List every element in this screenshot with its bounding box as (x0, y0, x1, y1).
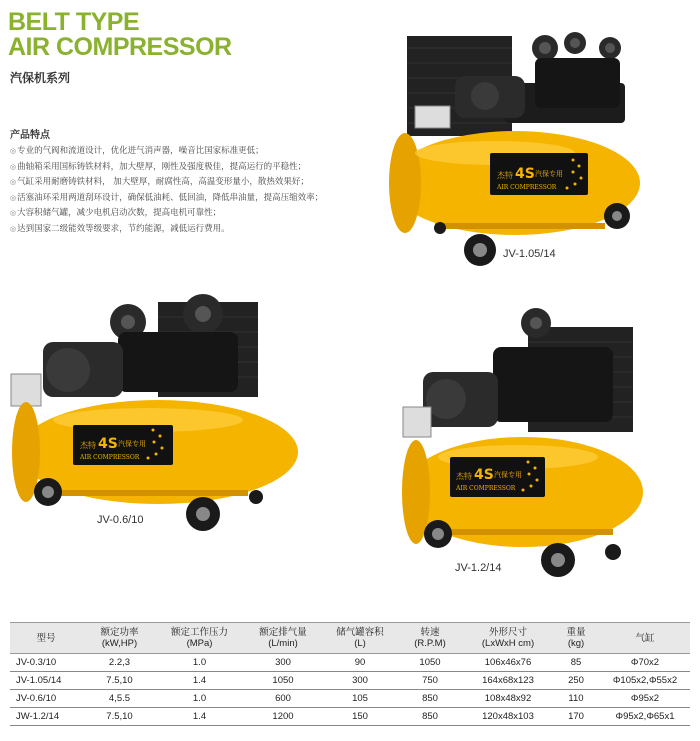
cell-model: JV-1.05/14 (10, 672, 82, 690)
col-header-power: 额定功率 (kW,HP) (82, 623, 157, 654)
badge-brand-text: 杰特 (456, 472, 472, 481)
col-header-tank-volume: 储气罐容积 (L) (324, 623, 396, 654)
compressor-photo-jv-0.6-10 (8, 292, 298, 542)
badge-label-text: 汽保专用 (535, 170, 563, 178)
feature-item: ◎ 大容积储气罐，减少电机启动次数，提高电机可靠性； (10, 206, 360, 222)
badge-label-text: 汽保专用 (494, 471, 522, 479)
cell-weight: 250 (552, 672, 600, 690)
cell-power: 7.5,10 (82, 672, 157, 690)
col-header-displacement: 额定排气量 (L/min) (242, 623, 324, 654)
model-label-jv-1.2-14: JV-1.2/14 (455, 562, 502, 574)
table-row (10, 654, 690, 672)
cell-pressure: 1.0 (157, 690, 242, 708)
cell-pressure: 1.4 (157, 708, 242, 726)
features-heading: 产品特点 (10, 130, 50, 141)
badge-label-text: 汽保专用 (118, 440, 146, 448)
compressor-photo-jv-1.2-14 (398, 307, 653, 587)
cell-weight: 170 (552, 708, 600, 726)
badge-sub-text: AIR COMPRESSOR (456, 485, 516, 492)
cell-cylinder: Φ105x2,Φ55x2 (600, 672, 690, 690)
table-header-row (10, 623, 690, 654)
cell-model: JW-1.2/14 (10, 708, 82, 726)
table-row (10, 708, 690, 726)
table-row (10, 672, 690, 690)
features-list (10, 144, 360, 238)
col-header-weight: 重量 (kg) (552, 623, 600, 654)
badge-4s-text: 4S (515, 166, 535, 182)
cell-weight: 85 (552, 654, 600, 672)
feature-item: ◎ 达到国家二级能效等级要求，节约能源，减低运行费用。 (10, 222, 360, 238)
cell-speed: 850 (396, 690, 464, 708)
cell-speed: 1050 (396, 654, 464, 672)
badge-sub-text: AIR COMPRESSOR (497, 184, 557, 191)
feature-item: ◎ 专业的气阀和流道设计，优化进气消声器，噪音比国家标准更低； (10, 144, 360, 160)
cell-weight: 110 (552, 690, 600, 708)
col-header-model: 型号 (10, 623, 82, 654)
cell-speed: 850 (396, 708, 464, 726)
cell-dimensions: 106x46x76 (464, 654, 552, 672)
cell-displacement: 1050 (242, 672, 324, 690)
cell-dimensions: 164x68x123 (464, 672, 552, 690)
badge-brand-text: 杰特 (497, 171, 513, 180)
specification-table (10, 622, 690, 726)
badge-brand-text: 杰特 (80, 441, 96, 450)
series-subtitle: 汽保机系列 (10, 71, 71, 85)
feature-item: ◎ 气缸采用耐磨铸铁材料， 加大壁厚，耐腐性高，高温变形量小，散热效果好； (10, 175, 360, 191)
cell-tank-volume: 105 (324, 690, 396, 708)
cell-displacement: 600 (242, 690, 324, 708)
cell-displacement: 1200 (242, 708, 324, 726)
badge-4s-text: 4S (474, 467, 494, 483)
cell-power: 7.5,10 (82, 708, 157, 726)
cell-tank-volume: 150 (324, 708, 396, 726)
title-line-1: BELT TYPE (8, 8, 140, 36)
col-header-dimensions: 外形尺寸 (LxWxH cm) (464, 623, 552, 654)
compressor-photo-jv-1.05-14 (385, 28, 650, 278)
cell-model: JV-0.6/10 (10, 690, 82, 708)
cell-tank-volume: 300 (324, 672, 396, 690)
feature-item: ◎ 曲轴箱采用国标铸铁材料，加大壁厚，刚性及强度极佳，提高运行的平稳性； (10, 160, 360, 176)
cell-dimensions: 108x48x92 (464, 690, 552, 708)
cell-power: 2.2,3 (82, 654, 157, 672)
col-header-cylinder: 气缸 (600, 623, 690, 654)
cell-pressure: 1.0 (157, 654, 242, 672)
cell-speed: 750 (396, 672, 464, 690)
cell-cylinder: Φ70x2 (600, 654, 690, 672)
cell-cylinder: Φ95x2 (600, 690, 690, 708)
cell-cylinder: Φ95x2,Φ65x1 (600, 708, 690, 726)
model-label-jv-1.05-14: JV-1.05/14 (503, 248, 556, 260)
cell-tank-volume: 90 (324, 654, 396, 672)
model-label-jv-0.6-10: JV-0.6/10 (97, 514, 144, 526)
col-header-pressure: 额定工作压力 (MPa) (157, 623, 242, 654)
badge-sub-text: AIR COMPRESSOR (80, 454, 140, 461)
title-line-2: AIR COMPRESSOR (8, 33, 232, 61)
table-row (10, 690, 690, 708)
col-header-speed: 转速 (R.P.M) (396, 623, 464, 654)
cell-dimensions: 120x48x103 (464, 708, 552, 726)
cell-model: JV-0.3/10 (10, 654, 82, 672)
cell-displacement: 300 (242, 654, 324, 672)
badge-4s-text: 4S (98, 436, 118, 452)
cell-power: 4,5.5 (82, 690, 157, 708)
feature-item: ◎ 活塞油环采用两道刮环设计，确保低油耗、低回油，降低串油量，提高压缩效率； (10, 191, 360, 207)
cell-pressure: 1.4 (157, 672, 242, 690)
